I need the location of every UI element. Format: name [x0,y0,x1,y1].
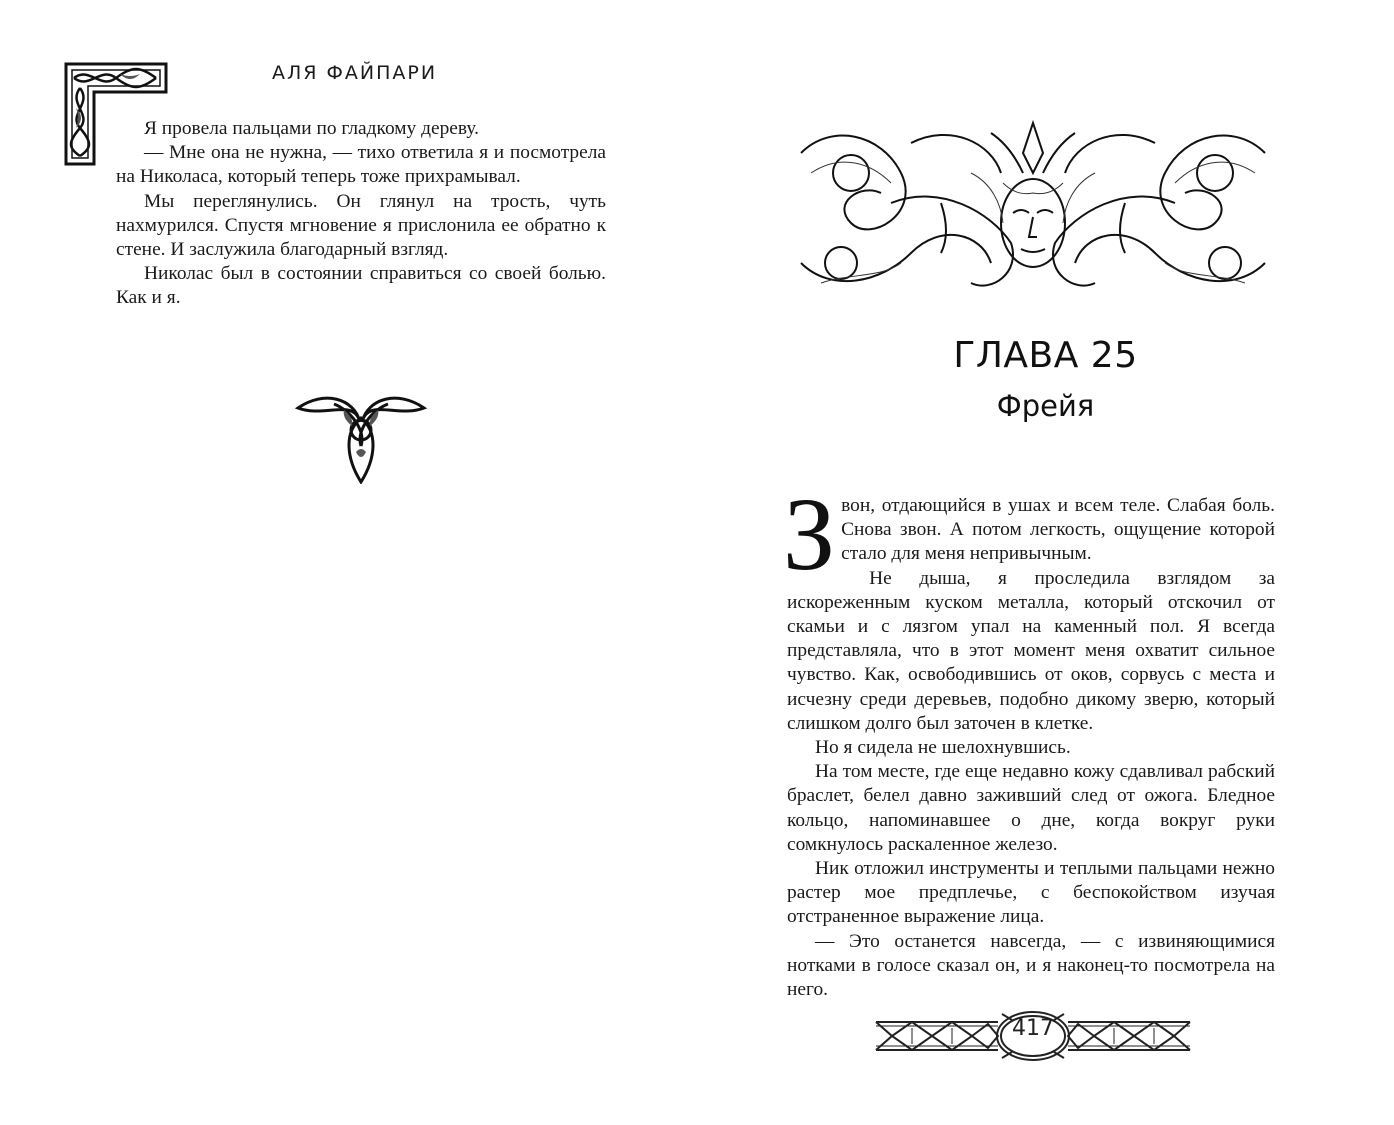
right-body-text [783,477,1275,1002]
paragraph: — Мне она не нужна, — тихо ответила я и посмотрела на Николаса, который теперь тоже прихрамывал. [116,142,606,188]
green-man-headpiece-icon [791,113,1275,305]
celtic-triquetra-divider-icon [294,388,428,484]
left-body-text [116,117,606,311]
right-page [697,0,1394,1125]
paragraph: Ник отложил инструменты и теплыми пальцами нежно растер мое предплечье, с беспокойством изучая отстраненное выражение лица. [787,858,1275,928]
paragraph: Не дыша, я проследила взглядом за искореженным куском металла, который отскочил от скамьи и с лязгом упал на каменный пол. Я всегда представляла, что в этот момент меня охватит сильное чувство. Как, освободившись от оков, сорвусь с места и исчезну среди деревьев, подобно дикому зверю, который слишком долго был заточен в клетке. [787,567,1275,734]
opening-paragraph [783,477,1275,592]
paragraph: Николас был в состоянии справиться со своей болью. Как и я. [116,263,606,309]
paragraph: На том месте, где еще недавно кожу сдавливал рабский браслет, белел давно заживший след от ожога. Бледное кольцо, напоминавшее о дне, когда вокруг руки сомкнулось раскаленное железо. [787,761,1275,855]
chapter-subtitle: Фрейя [996,389,1095,423]
paragraph: — Это останется навсегда, — с извиняющимися нотками в голосе сказал он, и я наконец-то посмотрела на него. [787,930,1275,1001]
page-number: 417 [1012,1016,1054,1041]
drop-cap: З [783,477,836,592]
paragraph: Мы переглянулись. Он глянул на трость, чуть нахмурился. Спустя мгновение я прислонила ее обратно к стене. И заслужила благодарный взгляд. [116,190,606,261]
opening-paragraph-text: вон, отдающийся в ушах и всем теле. Слабая боль. Снова звон. А потом легкость, ощущение которой стало для меня непривычным. [841,495,1275,565]
paragraph: Я провела пальцами по гладкому дереву. [144,118,479,139]
chapter-title: ГЛАВА 25 [953,335,1138,376]
running-head-author: АЛЯ ФАЙПАРИ [272,62,438,84]
paragraph: Но я сидела не шелохнувшись. [815,737,1071,759]
